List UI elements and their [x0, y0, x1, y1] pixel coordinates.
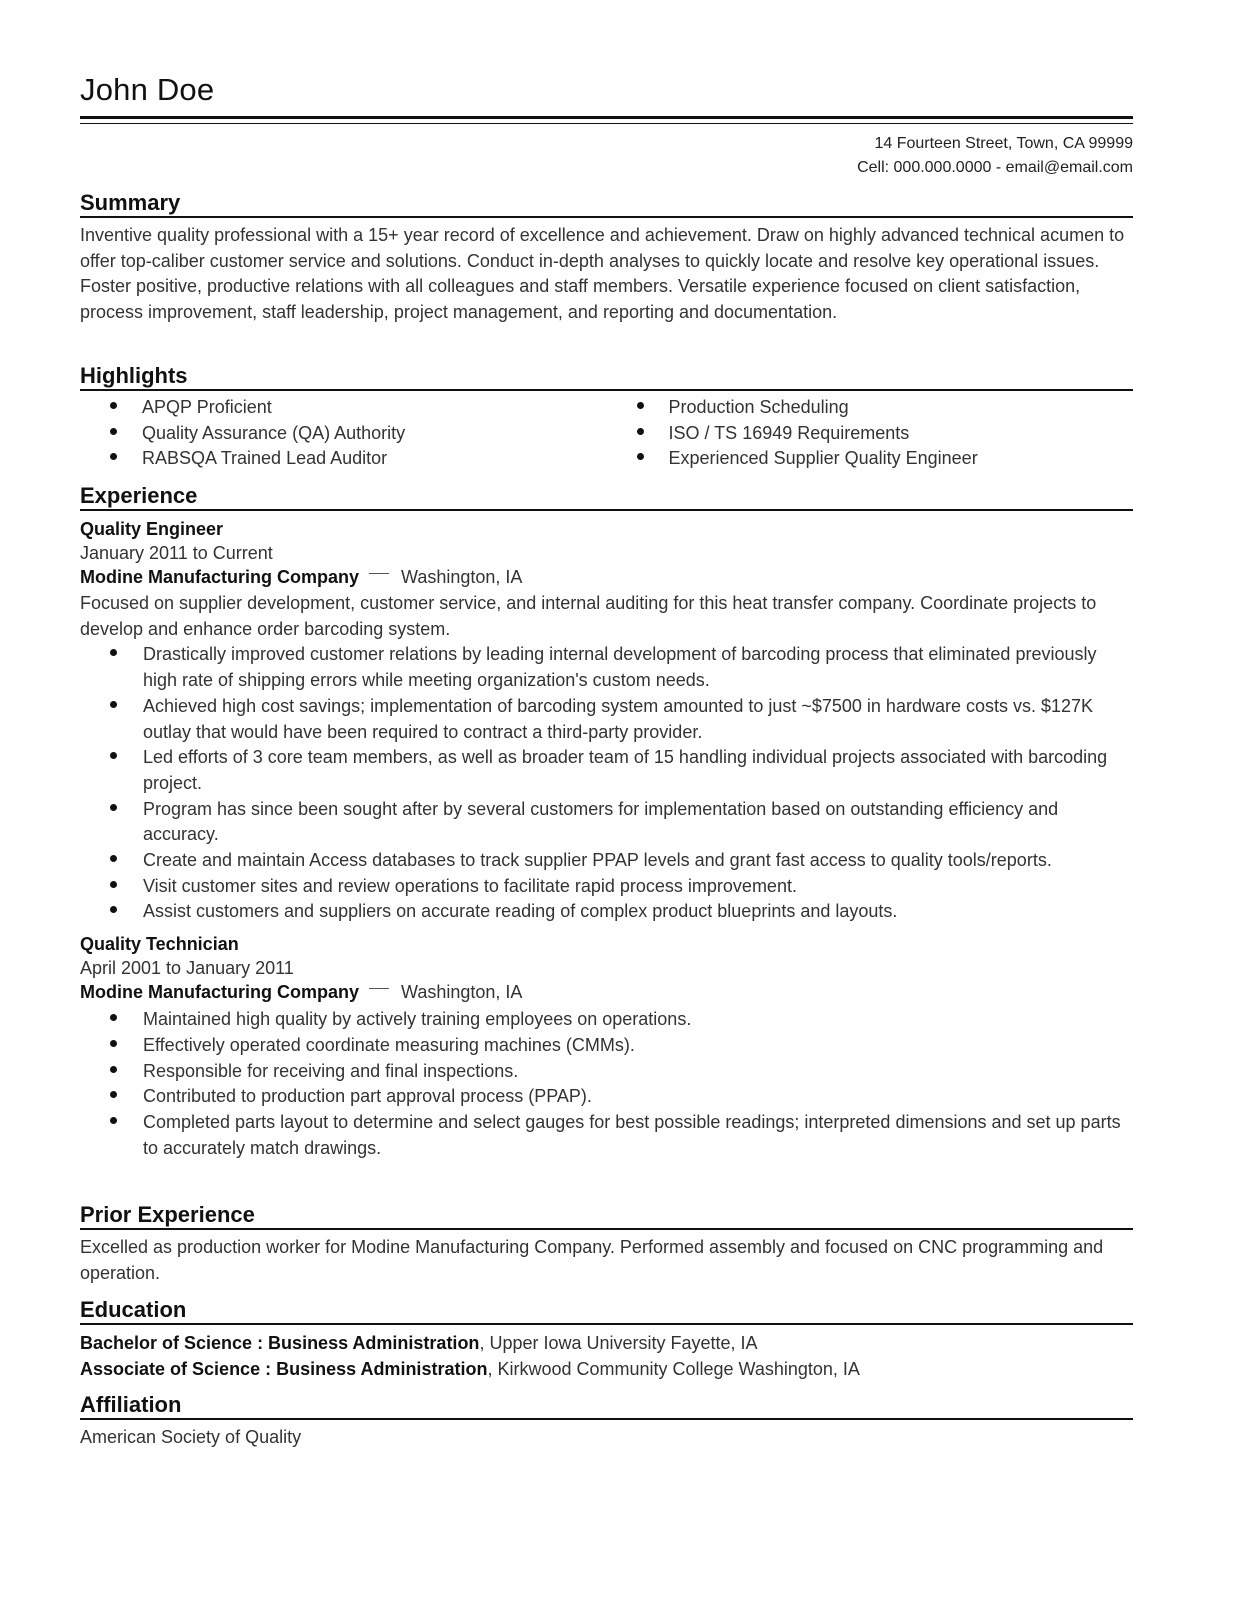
- job-company-line: [80, 565, 1133, 590]
- list-item: Maintained high quality by actively training employees on operations.: [80, 1007, 1133, 1033]
- section-title-experience: Experience: [80, 483, 1133, 511]
- header-divider-thin: [80, 123, 1133, 124]
- company-name: Modine Manufacturing Company: [80, 982, 359, 1003]
- highlights-columns: [80, 395, 1133, 472]
- job-location: Washington, IA: [401, 982, 523, 1003]
- highlights-right-column: [607, 395, 1134, 472]
- job-title: Quality Technician: [80, 934, 239, 955]
- bullet-icon: [110, 1066, 117, 1073]
- job-entry: [80, 517, 1133, 925]
- job-dates: January 2011 to Current: [80, 543, 273, 563]
- bullet-icon: [110, 906, 117, 913]
- section-title-education: Education: [80, 1297, 1133, 1325]
- education-entry: [80, 1330, 1133, 1356]
- prior-experience-section: [80, 1202, 1133, 1286]
- list-item: Contributed to production part approval process (PPAP).: [80, 1084, 1133, 1110]
- school-name: , Kirkwood Community College Washington, IA: [487, 1359, 860, 1379]
- candidate-name: John Doe: [80, 72, 215, 107]
- list-item: Completed parts layout to determine and select gauges for best possible readings; interpreted dimensions and set up parts to accurately match drawings.: [80, 1110, 1133, 1161]
- bullet-icon: [110, 453, 117, 460]
- bullet-icon: [110, 804, 117, 811]
- bullet-icon: [110, 402, 117, 409]
- affiliation-text: American Society of Quality: [80, 1427, 302, 1447]
- list-item: Create and maintain Access databases to track supplier PPAP levels and grant fast access to quality tools/reports.: [80, 848, 1133, 874]
- list-item: ISO / TS 16949 Requirements: [607, 421, 1134, 447]
- job-bullets: [80, 642, 1133, 925]
- contact-address: 14 Fourteen Street, Town, CA 99999: [874, 135, 1133, 152]
- job-title: Quality Engineer: [80, 519, 224, 539]
- list-item: Achieved high cost savings; implementation of barcoding system amounted to just ~$7500 in hardware costs vs. $127K outlay that would have been required to contract a third-party provider.: [80, 694, 1133, 745]
- bullet-icon: [637, 428, 644, 435]
- bullet-icon: [110, 428, 117, 435]
- bullet-icon: [110, 1117, 117, 1124]
- bullet-icon: [110, 1014, 117, 1021]
- section-title-affiliation: Affiliation: [80, 1392, 1133, 1420]
- list-item: Drastically improved customer relations by leading internal development of barcoding process that eliminated previously high rate of shipping errors while meeting organization's custom needs.: [80, 642, 1133, 693]
- list-item: Led efforts of 3 core team members, as well as broader team of 15 handling individual projects associated with barcoding project.: [80, 745, 1133, 796]
- job-dates: April 2001 to January 2011: [80, 958, 294, 979]
- list-item: Visit customer sites and review operations to facilitate rapid process improvement.: [80, 874, 1133, 900]
- job-location: Washington, IA: [401, 567, 523, 587]
- bullet-icon: [637, 453, 644, 460]
- prior-experience-text: Excelled as production worker for Modine Manufacturing Company. Performed assembly and focused on CNC programming and operation.: [80, 1237, 1104, 1283]
- list-item: Effectively operated coordinate measuring machines (CMMs).: [80, 1033, 1133, 1059]
- bullet-icon: [110, 752, 117, 759]
- list-item: Program has since been sought after by several customers for implementation based on outstanding efficiency and accuracy.: [80, 797, 1133, 848]
- list-item: RABSQA Trained Lead Auditor: [80, 446, 607, 472]
- experience-section: [80, 483, 1133, 1161]
- job-bullets: [80, 1007, 1133, 1161]
- list-item: Quality Assurance (QA) Authority: [80, 421, 607, 447]
- school-name: , Upper Iowa University Fayette, IA: [479, 1333, 758, 1353]
- bullet-icon: [110, 649, 117, 656]
- header-divider-thick: [80, 116, 1133, 119]
- bullet-icon: [110, 1040, 117, 1047]
- list-item: Responsible for receiving and final inspections.: [80, 1059, 1133, 1085]
- bullet-icon: [110, 1091, 117, 1098]
- highlights-section: [80, 363, 1133, 472]
- degree-name: Associate of Science : Business Administration: [80, 1359, 488, 1379]
- summary-section: [80, 190, 1133, 326]
- degree-name: Bachelor of Science : Business Administration: [80, 1333, 480, 1353]
- job-company-line: [80, 980, 1133, 1005]
- highlights-left-column: [80, 395, 607, 472]
- list-item: Assist customers and suppliers on accurate reading of complex product blueprints and layouts.: [80, 899, 1133, 925]
- section-title-highlights: Highlights: [80, 363, 1133, 391]
- bullet-icon: [110, 855, 117, 862]
- affiliation-section: [80, 1392, 1133, 1451]
- education-section: [80, 1297, 1133, 1382]
- list-item: APQP Proficient: [80, 395, 607, 421]
- bullet-icon: [110, 881, 117, 888]
- contact-phone-email: Cell: 000.000.0000 - email@email.com: [857, 159, 1133, 176]
- job-description: Focused on supplier development, customer service, and internal auditing for this heat transfer company. Coordinate projects to develop and enhance order barcoding system.: [80, 593, 1097, 639]
- list-item: Production Scheduling: [607, 395, 1134, 421]
- company-name: Modine Manufacturing Company: [80, 567, 359, 587]
- bullet-icon: [637, 402, 644, 409]
- education-entry: [80, 1356, 1133, 1382]
- list-item: Experienced Supplier Quality Engineer: [607, 446, 1134, 472]
- section-title-prior-experience: Prior Experience: [80, 1202, 1133, 1230]
- job-entry: [80, 932, 1133, 1161]
- dash-separator: [369, 988, 389, 989]
- section-title-summary: Summary: [80, 190, 1133, 218]
- dash-separator: [369, 573, 389, 574]
- summary-text: Inventive quality professional with a 15+ year record of excellence and achievement. Draw on highly advanced technical acumen to offer top-caliber customer service and solutions. Conduct in-depth analyses to quickly locate and resolve key operational issues. Foster positive, productive relations with all colleagues and staff members. Versatile experience focused on client satisfaction, process improvement, staff leadership, project management, and reporting and documentation.: [80, 225, 1125, 323]
- bullet-icon: [110, 701, 117, 708]
